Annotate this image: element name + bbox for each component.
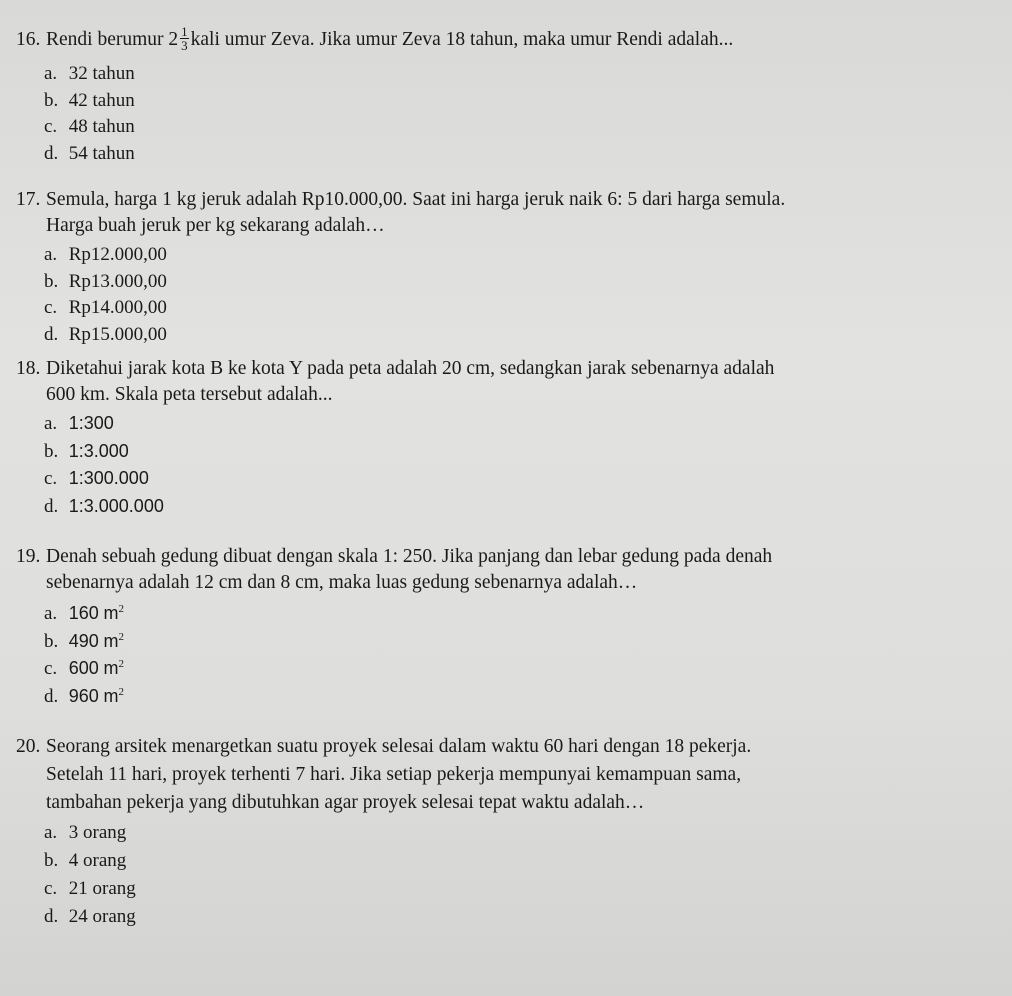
question-number: 17. (16, 189, 41, 210)
options-list (16, 61, 972, 167)
unit-exponent: 2 (118, 630, 125, 643)
question-16-text-post: kali umur Zeva. Jika umur Zeva 18 tahun, maka umur Rendi adalah... (190, 29, 734, 50)
question-19-line-2: sebenarnya adalah 12 cm dan 8 cm, maka luas gedung sebenarnya adalah… (46, 572, 638, 593)
question-number: 20. (16, 736, 41, 757)
question-18-line-1: Diketahui jarak kota B ke kota Y pada peta adalah 20 cm, sedangkan jarak sebenarnya adalah (46, 358, 775, 379)
question-17-line-2: Harga buah jeruk per kg sekarang adalah… (46, 215, 385, 236)
unit: m (103, 630, 119, 651)
question-20-line-1: Seorang arsitek menargetkan suatu proyek selesai dalam waktu 60 hari dengan 18 pekerja. (46, 736, 752, 757)
option-a[interactable]: a. 32 tahun (44, 63, 135, 85)
unit: m (103, 603, 119, 623)
option-d[interactable]: d. Rp15.000,00 (44, 323, 167, 345)
question-19-text (16, 544, 972, 596)
unit: m (103, 685, 119, 706)
options-list (16, 242, 972, 348)
question-20-line-3: tambahan pekerja yang dibutuhkan agar proyek selesai tepat waktu adalah… (46, 792, 645, 813)
question-20-text (16, 733, 972, 817)
question-17-text (16, 187, 972, 239)
question-number: 18. (16, 358, 41, 379)
option-b[interactable]: b. 42 tahun (44, 89, 135, 111)
option-a[interactable]: a. Rp12.000,00 (44, 244, 167, 265)
option-b[interactable]: b. 490 $m^2$ (44, 630, 125, 652)
unit: m (103, 658, 119, 678)
question-20 (16, 733, 972, 931)
question-number: 19. (16, 546, 41, 567)
question-16 (16, 24, 972, 167)
unit-exponent: 2 (118, 658, 125, 670)
option-b[interactable]: b. 4 orang (44, 850, 127, 871)
question-18-text (16, 356, 972, 408)
option-d[interactable]: d. 1:3.000.000 (44, 495, 164, 517)
option-d[interactable]: d. 54 tahun (44, 142, 135, 164)
question-19-line-1: Denah sebuah gedung dibuat dengan skala 1: 250. Jika panjang dan lebar gedung pada denah (46, 546, 773, 567)
question-18-line-2: 600 km. Skala peta tersebut adalah... (46, 384, 333, 405)
options-list (16, 819, 972, 931)
fraction-denominator: 3 (181, 38, 188, 54)
option-d[interactable]: d. 960 $m^2$ (44, 685, 125, 707)
question-17-line-1: Semula, harga 1 kg jeruk adalah Rp10.000,00. Saat ini harga jeruk naik 6: 5 dari harga semula. (46, 189, 786, 210)
question-18 (16, 356, 972, 520)
fraction-numerator: 1 (181, 24, 188, 40)
option-c[interactable]: c. 21 orang (44, 878, 136, 899)
option-a[interactable]: a. 160 $m^2$ (44, 603, 125, 624)
question-20-line-2: Setelah 11 hari, proyek terhenti 7 hari. Jika setiap pekerja mempunyai kemampuan sama, (46, 764, 742, 785)
unit-exponent: 2 (118, 603, 125, 615)
unit-exponent: 2 (118, 685, 125, 698)
question-16-text (16, 24, 972, 54)
fraction (180, 25, 189, 52)
option-b[interactable]: b. Rp13.000,00 (44, 270, 167, 292)
option-b[interactable]: b. 1:3.000 (44, 440, 129, 462)
question-17 (16, 187, 972, 348)
option-c[interactable]: c. 600 $m^2$ (44, 658, 125, 679)
option-c[interactable]: c. 48 tahun (44, 116, 135, 138)
question-number: 16. (16, 29, 41, 50)
options-list (16, 410, 972, 520)
option-a[interactable]: a. 3 orang (44, 822, 127, 843)
question-16-text-pre: Rendi berumur 2 (46, 29, 179, 50)
option-c[interactable]: c. Rp14.000,00 (44, 297, 167, 318)
option-d[interactable]: d. 24 orang (44, 906, 136, 927)
question-19 (16, 544, 972, 710)
option-a[interactable]: a. 1:300 (44, 413, 114, 434)
option-c[interactable]: c. 1:300.000 (44, 468, 149, 489)
options-list (16, 600, 972, 710)
